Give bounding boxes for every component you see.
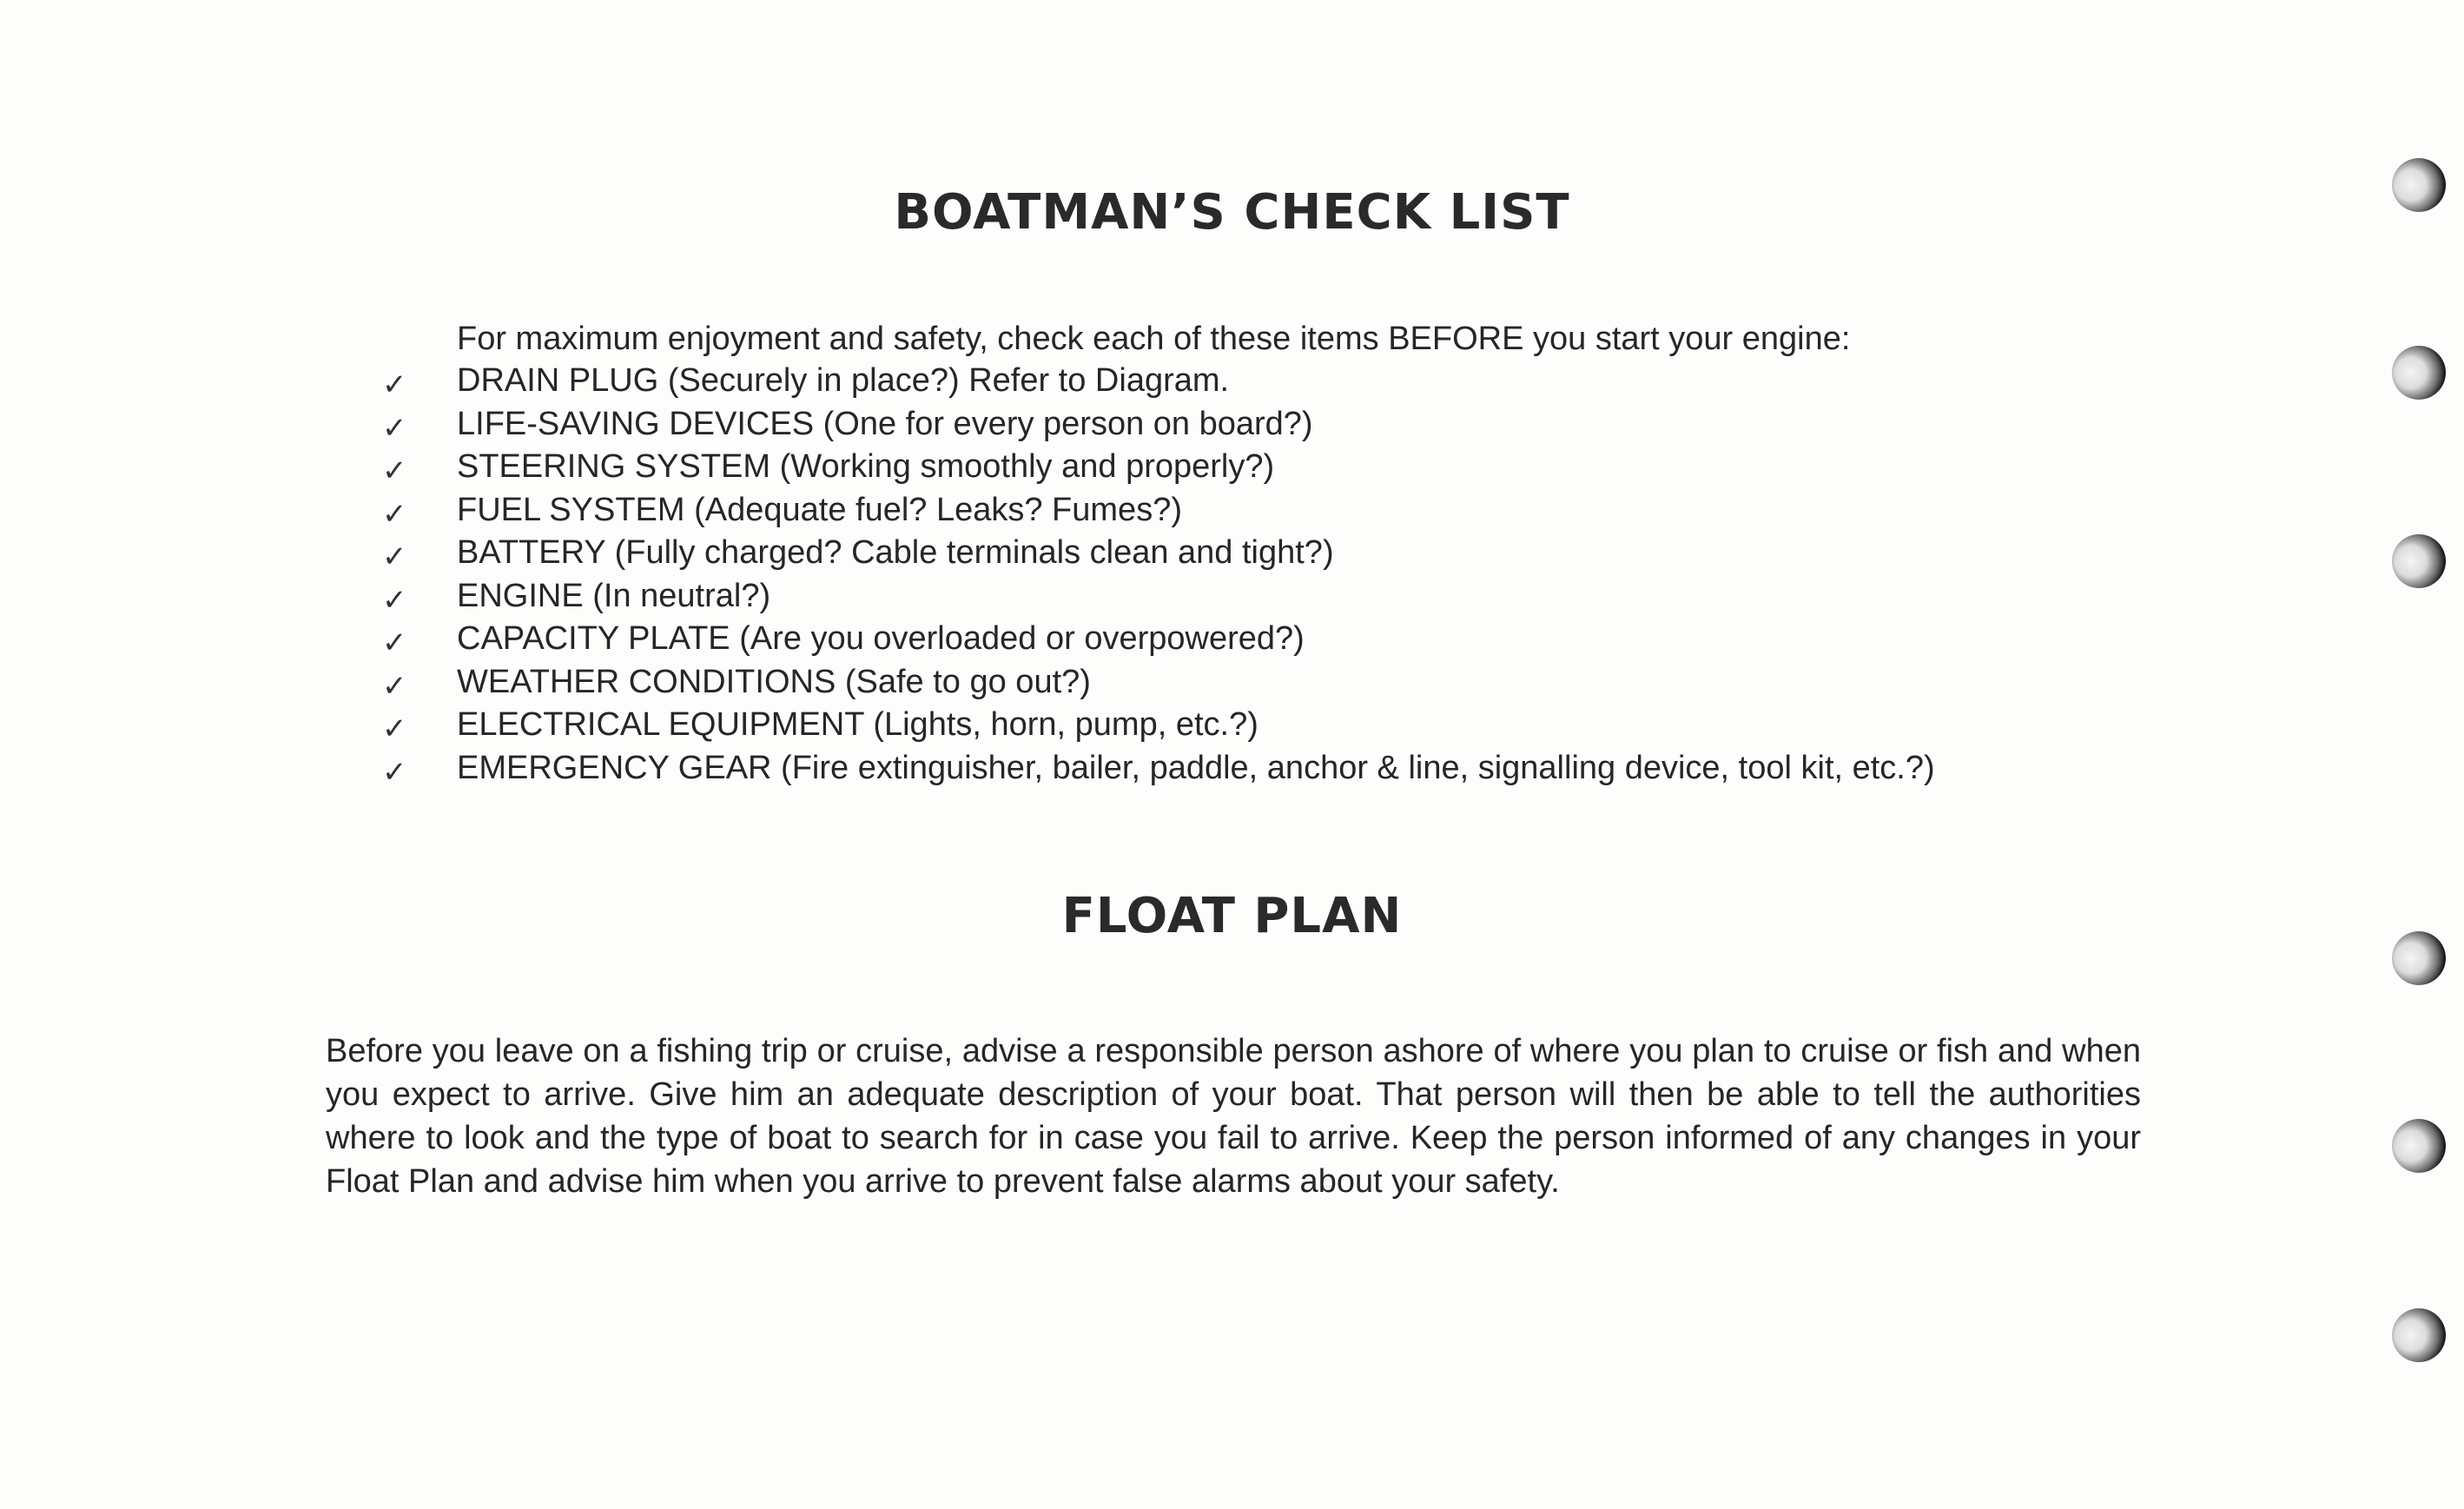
- checkmark-icon: ✓: [382, 669, 407, 703]
- checklist-title: BOATMAN’S CHECK LIST: [894, 184, 1570, 241]
- checklist-item: [382, 575, 1935, 619]
- checklist-item: [382, 360, 1935, 403]
- binder-hole: [2392, 346, 2446, 400]
- checklist-item-text: FUEL SYSTEM (Adequate fuel? Leaks? Fumes?): [457, 491, 1182, 528]
- checkmark-icon: ✓: [382, 454, 407, 487]
- checklist-intro: For maximum enjoyment and safety, check each of these items BEFORE you start your engine:: [457, 321, 1851, 357]
- checklist-item-text: EMERGENCY GEAR (Fire extinguisher, bailer, paddle, anchor & line, signalling device, tool kit, etc.?): [457, 749, 1935, 786]
- checklist: [382, 360, 1935, 790]
- float-plan-title: FLOAT PLAN: [1061, 888, 1403, 944]
- float-plan-body: Before you leave on a fishing trip or cruise, advise a responsible person ashore of where you plan to cruise or fish and when you expect to arrive. Give him an adequate description of your boat. That person will then be able to tell the authorities where to look and the type of boat to search for in case you fail to arrive. Keep the person informed of any changes in your Float Plan and advise him when you arrive to prevent false alarms about your safety.: [326, 1033, 2141, 1200]
- binder-hole: [2392, 1119, 2446, 1173]
- checklist-item: [382, 532, 1935, 575]
- checklist-item: [382, 747, 1935, 791]
- checkmark-icon: ✓: [382, 411, 407, 445]
- checkmark-icon: ✓: [382, 626, 407, 659]
- checkmark-icon: ✓: [382, 368, 407, 401]
- checklist-item: [382, 704, 1935, 747]
- checklist-item-text: CAPACITY PLATE (Are you overloaded or overpowered?): [457, 620, 1305, 657]
- binder-hole: [2392, 1308, 2446, 1362]
- binder-hole: [2392, 931, 2446, 985]
- checklist-item-text: DRAIN PLUG (Securely in place?) Refer to Diagram.: [457, 362, 1230, 399]
- checkmark-icon: ✓: [382, 540, 407, 573]
- checklist-item-text: ENGINE (In neutral?): [457, 577, 771, 614]
- checklist-item-text: LIFE-SAVING DEVICES (One for every person on board?): [457, 405, 1313, 442]
- checklist-item: [382, 661, 1935, 705]
- checklist-item: [382, 403, 1935, 447]
- checklist-item: [382, 489, 1935, 533]
- checklist-item-text: STEERING SYSTEM (Working smoothly and properly?): [457, 448, 1275, 485]
- checkmark-icon: ✓: [382, 583, 407, 617]
- binder-hole: [2392, 158, 2446, 212]
- checklist-item: [382, 618, 1935, 661]
- checklist-item-text: BATTERY (Fully charged? Cable terminals clean and tight?): [457, 534, 1334, 571]
- checkmark-icon: ✓: [382, 755, 407, 789]
- checkmark-icon: ✓: [382, 712, 407, 745]
- checkmark-icon: ✓: [382, 497, 407, 531]
- checklist-item: [382, 446, 1935, 489]
- checklist-item-text: ELECTRICAL EQUIPMENT (Lights, horn, pump, etc.?): [457, 706, 1258, 743]
- binder-hole: [2392, 534, 2446, 588]
- checklist-item-text: WEATHER CONDITIONS (Safe to go out?): [457, 663, 1091, 700]
